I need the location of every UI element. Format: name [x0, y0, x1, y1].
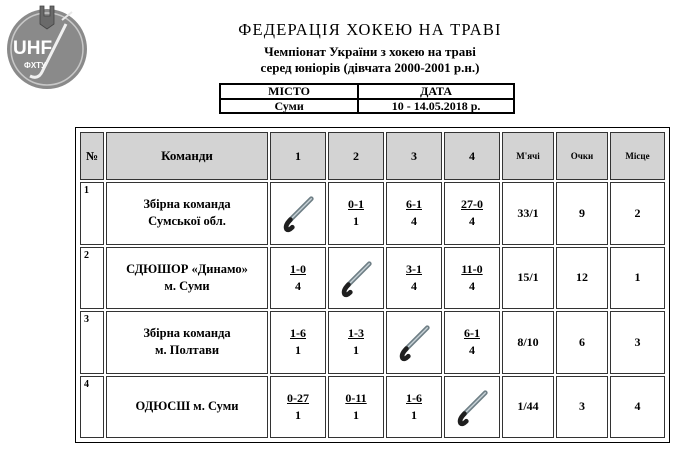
match-result-cell — [444, 247, 500, 310]
subtitle-line1: Чемпіонат України з хокею на траві — [264, 44, 476, 59]
table-row — [80, 311, 665, 374]
standings-table — [78, 130, 667, 440]
header-points: Очки — [556, 132, 608, 180]
match-result-cell — [386, 376, 442, 439]
match-score: 1-0 — [290, 261, 306, 276]
match-result-cell — [328, 376, 384, 439]
logo-subtext: ФХТУ — [24, 61, 47, 70]
match-points: 4 — [469, 214, 475, 229]
team-name-line2: м. Суми — [164, 278, 210, 293]
team-name-line1: Збірна команда — [143, 197, 231, 212]
goals-cell: 8/10 — [502, 311, 554, 374]
place-cell: 1 — [610, 247, 665, 310]
header-col-3: 3 — [386, 132, 442, 180]
match-score: 1-6 — [290, 326, 306, 341]
match-result-cell — [386, 247, 442, 310]
info-table — [219, 83, 515, 114]
header-place: Місце — [610, 132, 665, 180]
header-goals: М'ячі — [502, 132, 554, 180]
match-score: 11-0 — [461, 261, 483, 276]
standings-frame — [75, 127, 670, 443]
match-score: 0-11 — [345, 390, 367, 405]
team-name — [106, 376, 268, 439]
self-match-cell — [328, 247, 384, 310]
match-result-cell — [328, 182, 384, 245]
row-number: 3 — [80, 311, 104, 374]
team-name — [106, 311, 268, 374]
match-result-cell — [386, 182, 442, 245]
header-row — [80, 132, 665, 180]
team-name-line1: СДЮШОР «Динамо» — [126, 261, 248, 276]
place-cell: 2 — [610, 182, 665, 245]
header-col-1: 1 — [270, 132, 326, 180]
place-cell: 4 — [610, 376, 665, 439]
goals-cell: 33/1 — [502, 182, 554, 245]
match-result-cell — [444, 182, 500, 245]
match-points: 1 — [411, 407, 417, 422]
championship-subtitle — [210, 44, 530, 76]
table-row — [80, 182, 665, 245]
row-number: 1 — [80, 182, 104, 245]
match-score: 1-3 — [348, 326, 364, 341]
match-points: 1 — [295, 343, 301, 358]
goals-cell: 15/1 — [502, 247, 554, 310]
place-cell: 3 — [610, 311, 665, 374]
match-points: 4 — [411, 278, 417, 293]
match-result-cell — [444, 311, 500, 374]
self-match-cell — [270, 182, 326, 245]
points-cell: 12 — [556, 247, 608, 310]
match-score: 6-1 — [406, 197, 422, 212]
hockey-stick-icon — [337, 258, 375, 298]
match-points: 1 — [295, 407, 301, 422]
city-value: Суми — [220, 99, 358, 114]
goals-cell: 1/44 — [502, 376, 554, 439]
match-points: 4 — [469, 343, 475, 358]
city-label: МІСТО — [220, 84, 358, 99]
row-number: 2 — [80, 247, 104, 310]
date-label: ДАТА — [358, 84, 514, 99]
match-score: 6-1 — [464, 326, 480, 341]
match-points: 4 — [411, 214, 417, 229]
points-cell: 3 — [556, 376, 608, 439]
team-name-line2: Сумської обл. — [148, 214, 226, 229]
team-name — [106, 247, 268, 310]
match-points: 4 — [295, 278, 301, 293]
row-number: 4 — [80, 376, 104, 439]
header-teams: Команди — [106, 132, 268, 180]
points-cell: 9 — [556, 182, 608, 245]
match-score: 3-1 — [406, 261, 422, 276]
match-score: 0-27 — [287, 390, 309, 405]
team-name-line1: ОДЮСШ м. Суми — [135, 399, 239, 414]
date-value: 10 - 14.05.2018 р. — [358, 99, 514, 114]
header-col-4: 4 — [444, 132, 500, 180]
match-result-cell — [270, 376, 326, 439]
self-match-cell — [386, 311, 442, 374]
logo-text: UHF — [13, 38, 53, 59]
team-name-line1: Збірна команда — [143, 326, 231, 341]
hockey-stick-icon — [395, 322, 433, 362]
table-row — [80, 376, 665, 439]
table-row — [80, 247, 665, 310]
match-score: 0-1 — [348, 197, 364, 212]
match-points: 1 — [353, 407, 359, 422]
points-cell: 6 — [556, 311, 608, 374]
hockey-stick-icon — [279, 193, 317, 233]
uhf-logo — [4, 2, 90, 92]
hockey-stick-icon — [453, 387, 491, 427]
match-score: 27-0 — [461, 197, 483, 212]
header-col-2: 2 — [328, 132, 384, 180]
team-name — [106, 182, 268, 245]
subtitle-line2: серед юніорів (дівчата 2000-2001 р.н.) — [260, 60, 480, 75]
match-points: 1 — [353, 343, 359, 358]
team-name-line2: м. Полтави — [154, 343, 220, 358]
match-result-cell — [328, 311, 384, 374]
match-result-cell — [270, 311, 326, 374]
match-score: 1-6 — [406, 390, 422, 405]
self-match-cell — [444, 376, 500, 439]
header-num: № — [80, 132, 104, 180]
match-result-cell — [270, 247, 326, 310]
match-points: 4 — [469, 278, 475, 293]
federation-title: ФЕДЕРАЦІЯ ХОКЕЮ НА ТРАВІ — [238, 20, 502, 39]
match-points: 1 — [353, 214, 359, 229]
